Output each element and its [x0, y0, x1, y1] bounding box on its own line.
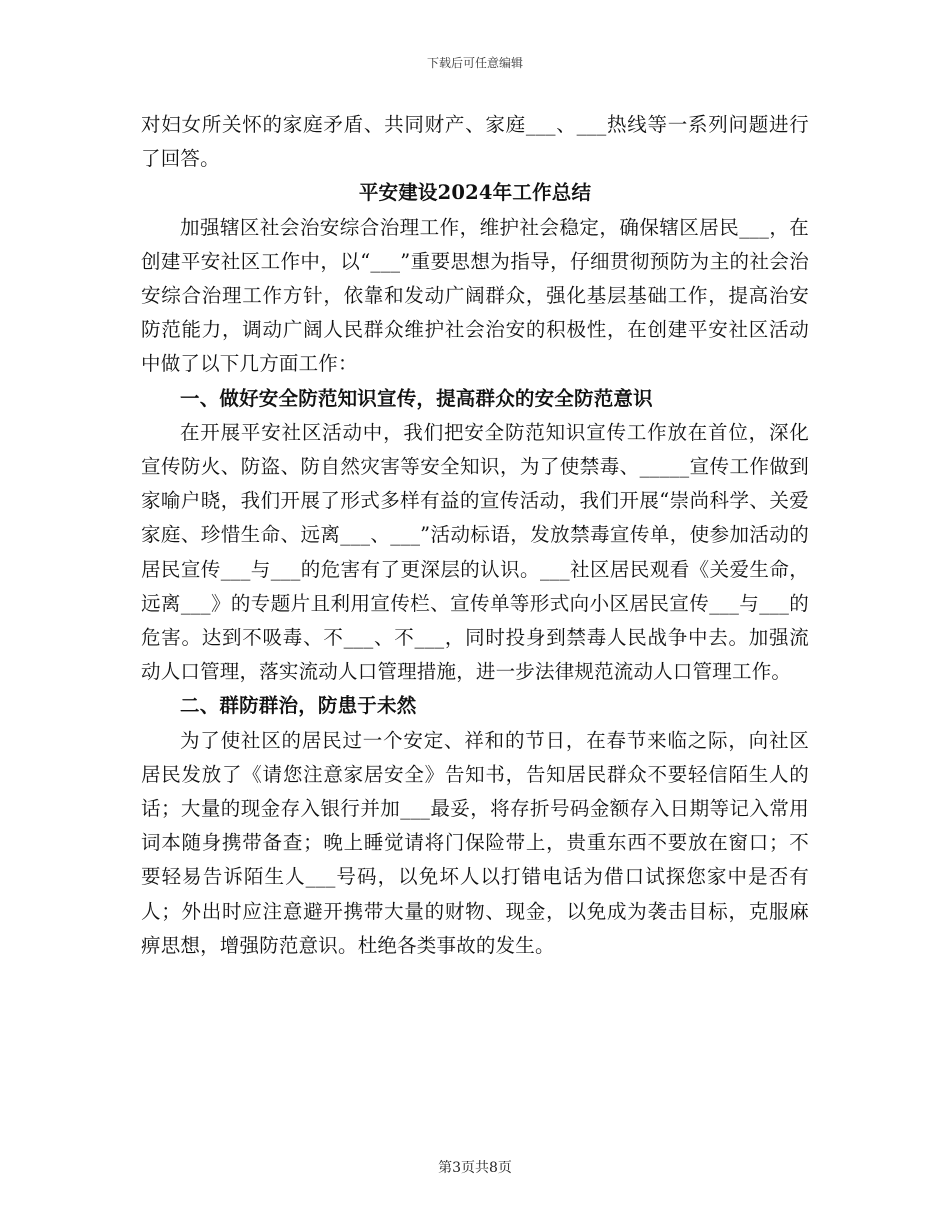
document-title: 平安建设2024年工作总结	[358, 181, 592, 205]
page-number-footer: 第3页共8页	[438, 1160, 512, 1176]
document-body	[141, 108, 809, 963]
paragraph-intro: 加强辖区社会治安综合治理工作，维护社会稳定，确保辖区居民___，在创建平安社区工作中，以“___”重要思想为指导，仔细贯彻预防为主的社会治安综合治理工作方针，依靠和发动广阔群众，强化基层基础工作，提高治安防范能力，调动广阔人民群众维护社会治安的积极性，在创建平安社区活动中做了以下几方面工作：	[141, 215, 809, 376]
section-heading-1: 一、做好安全防范知识宣传，提高群众的安全防范意识	[180, 386, 653, 410]
section-heading-2: 二、群防群治，防患于未然	[180, 694, 417, 718]
paragraph-section-2: 为了使社区的居民过一个安定、祥和的节日，在春节来临之际，向社区居民发放了《请您注意家居安全》告知书，告知居民群众不要轻信陌生人的话；大量的现金存入银行并加___最妥，将存折号码金额存入日期等记入常用词本随身携带备查；晚上睡觉请将门保险带上，贵重东西不要放在窗口；不要轻易告诉陌生人___号码，以免坏人以打错电话为借口试探您家中是否有人；外出时应注意避开携带大量的财物、现金，以免成为袭击目标，克服麻痹思想，增强防范意识。杜绝各类事故的发生。	[141, 728, 809, 957]
page-header-note: 下载后可任意编辑	[426, 56, 523, 70]
paragraph-section-1: 在开展平安社区活动中，我们把安全防范知识宣传工作放在首位，深化宣传防火、防盗、防自然灾害等安全知识，为了使禁毒、_____宣传工作做到家喻户晓，我们开展了形式多样有益的宣传活动，我们开展“崇尚科学、关爱家庭、珍惜生命、远离___、___”活动标语，发放禁毒宣传单，使参加活动的居民宣传___与___的危害有了更深层的认识。___社区居民观看《关爱生命，远离___》的专题片且利用宣传栏、宣传单等形式向小区居民宣传___与___的危害。达到不吸毒、不___、不___，同时投身到禁毒人民战争中去。加强流动人口管理，落实流动人口管理措施，进一步法律规范流动人口管理工作。	[141, 420, 809, 684]
paragraph-continued: 对妇女所关怀的家庭矛盾、共同财产、家庭___、___热线等一系列问题进行了回答。	[141, 113, 809, 171]
